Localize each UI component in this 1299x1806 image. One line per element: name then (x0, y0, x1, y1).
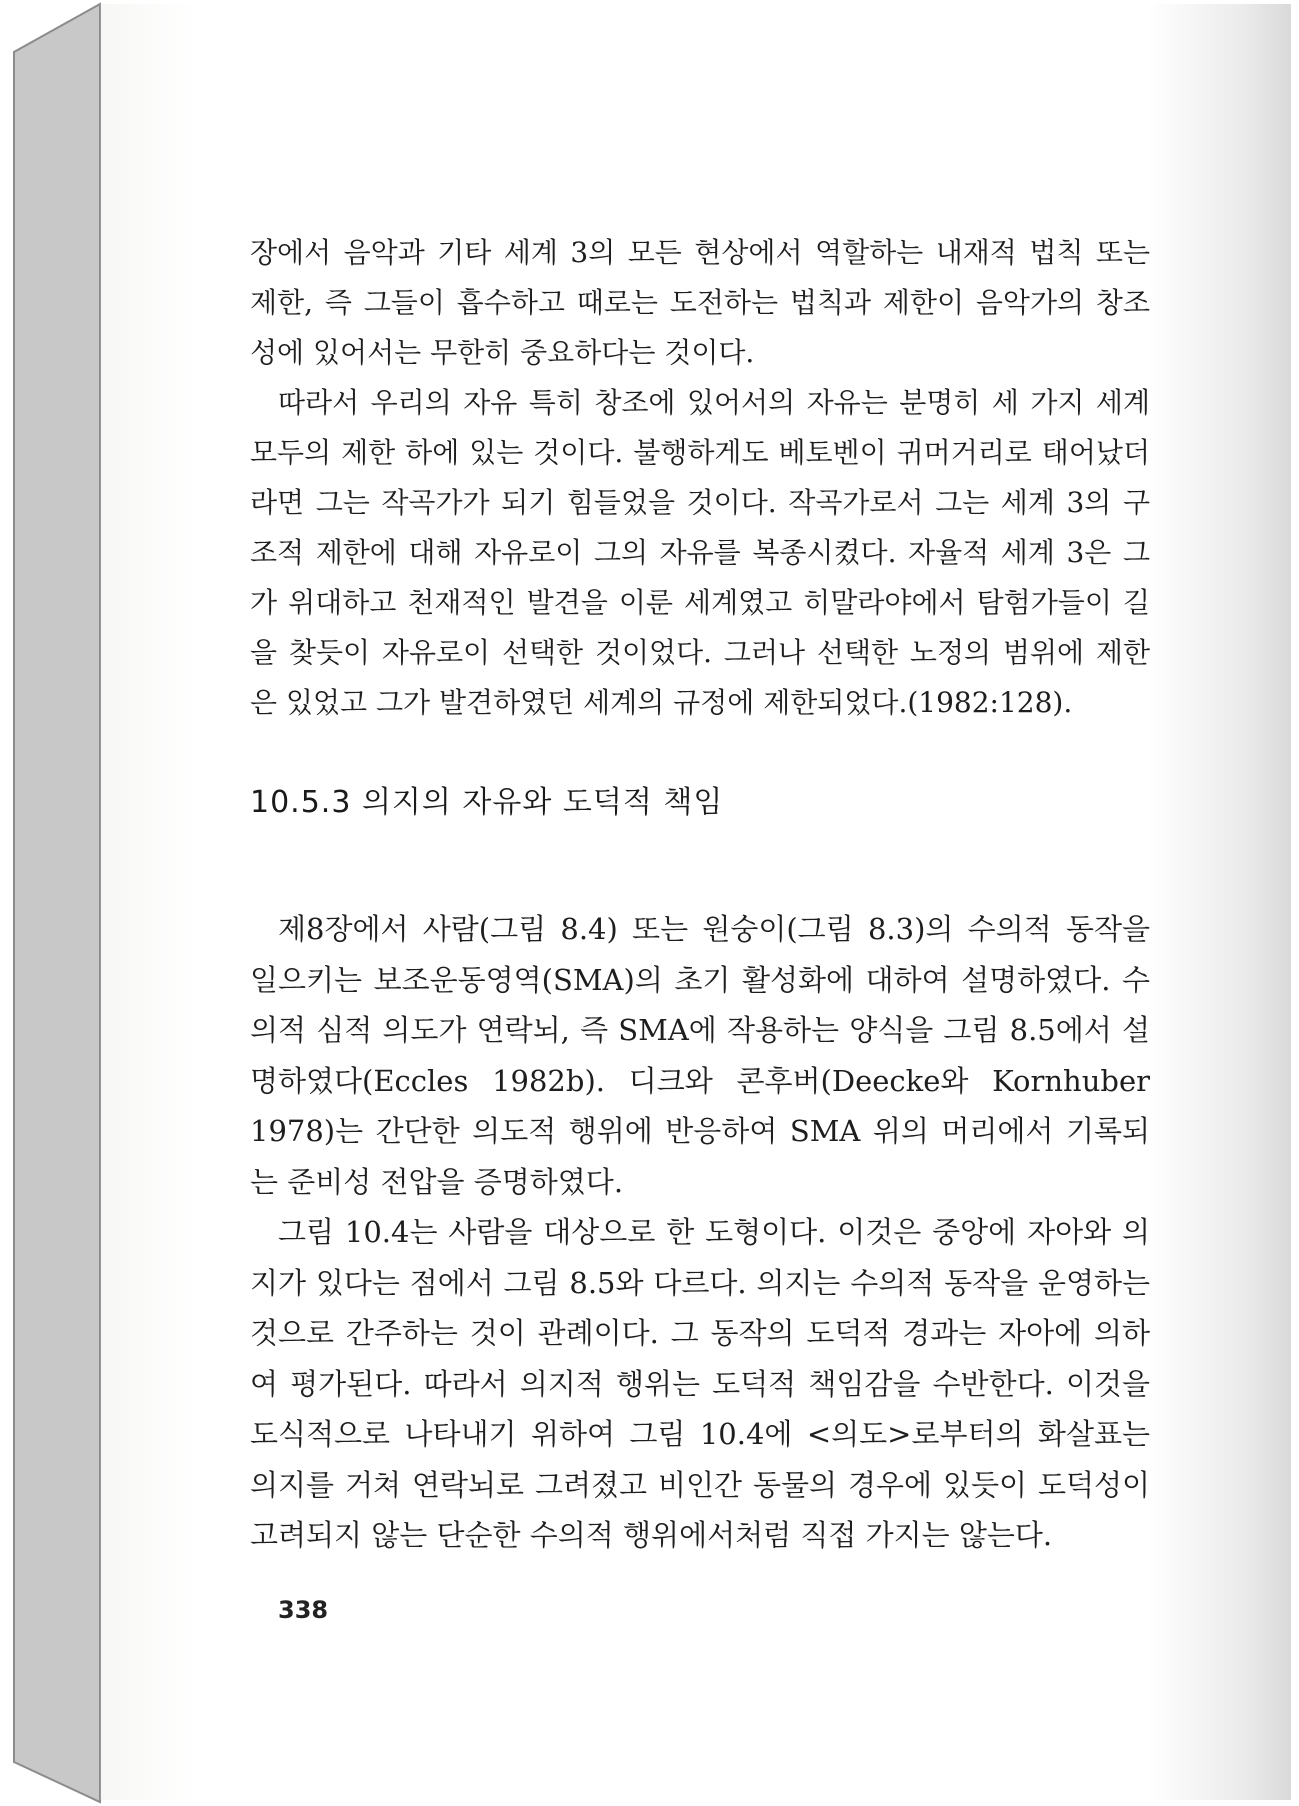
body-paragraph: 제8장에서 사람(그림 8.4) 또는 원숭이(그림 8.3)의 수의적 동작을 일으키는 보조운동영역(SMA)의 초기 활성화에 대하여 설명하였다. 수의적 심적 의도가 연락뇌, 즉 SMA에 작용하는 양식을 그림 8.5에서 설명하였다(Eccles 1982b). 디크와 콘후버(Deecke와 Kornhuber 1978)는 간단한 의도적 행위에 반응하여 SMA 위의 머리에서 기록되는 준비성 전압을 증명하였다. (250, 912, 1150, 1199)
body-paragraph: 그림 10.4는 사람을 대상으로 한 도형이다. 이것은 중앙에 자아와 의지가 있다는 점에서 그림 8.5와 다르다. 의지는 수의적 동작을 운영하는 것으로 간주하는 것이 관례이다. 그 동작의 도덕적 경과는 자아에 의하여 평가된다. 따라서 의지적 행위는 도덕적 책임감을 수반한다. 이것을 도식적으로 나타내기 위하여 그림 10.4에 <의도>로부터의 화살표는 의지를 거쳐 연락뇌로 그려졌고 비인간 동물의 경우에 있듯이 도덕성이 고려되지 않는 단순한 수의적 행위에서처럼 직접 가지는 않는다. (250, 1215, 1150, 1552)
section-heading: 10.5.3 의지의 자유와 도덕적 책임 (250, 785, 724, 820)
body-text (250, 904, 1150, 1561)
quote-paragraph: 장에서 음악과 기타 세계 3의 모든 현상에서 역할하는 내재적 법칙 또는 제한, 즉 그들이 흡수하고 때로는 도전하는 법칙과 제한이 음악가의 창조성에 있어서는 무한히 중요하다는 것이다. (250, 236, 1150, 369)
quote-paragraph: 따라서 우리의 자유 특히 창조에 있어서의 자유는 분명히 세 가지 세계 모두의 제한 하에 있는 것이다. 불행하게도 베토벤이 귀머거리로 태어났더라면 그는 작곡가가 되기 힘들었을 것이다. 작곡가로서 그는 세계 3의 구조적 제한에 대해 자유로이 그의 자유를 복종시켰다. 자율적 세계 3은 그가 위대하고 천재적인 발견을 이룬 세계였고 히말라야에서 탐험가들이 길을 찾듯이 자유로이 선택한 것이었다. 그러나 선택한 노정의 범위에 제한은 있었고 그가 발견하였던 세계의 규정에 제한되었다.(1982:128). (250, 386, 1150, 719)
page-number: 338 (278, 1596, 329, 1624)
page-content (250, 228, 1150, 1561)
quoted-passage (250, 228, 1150, 728)
